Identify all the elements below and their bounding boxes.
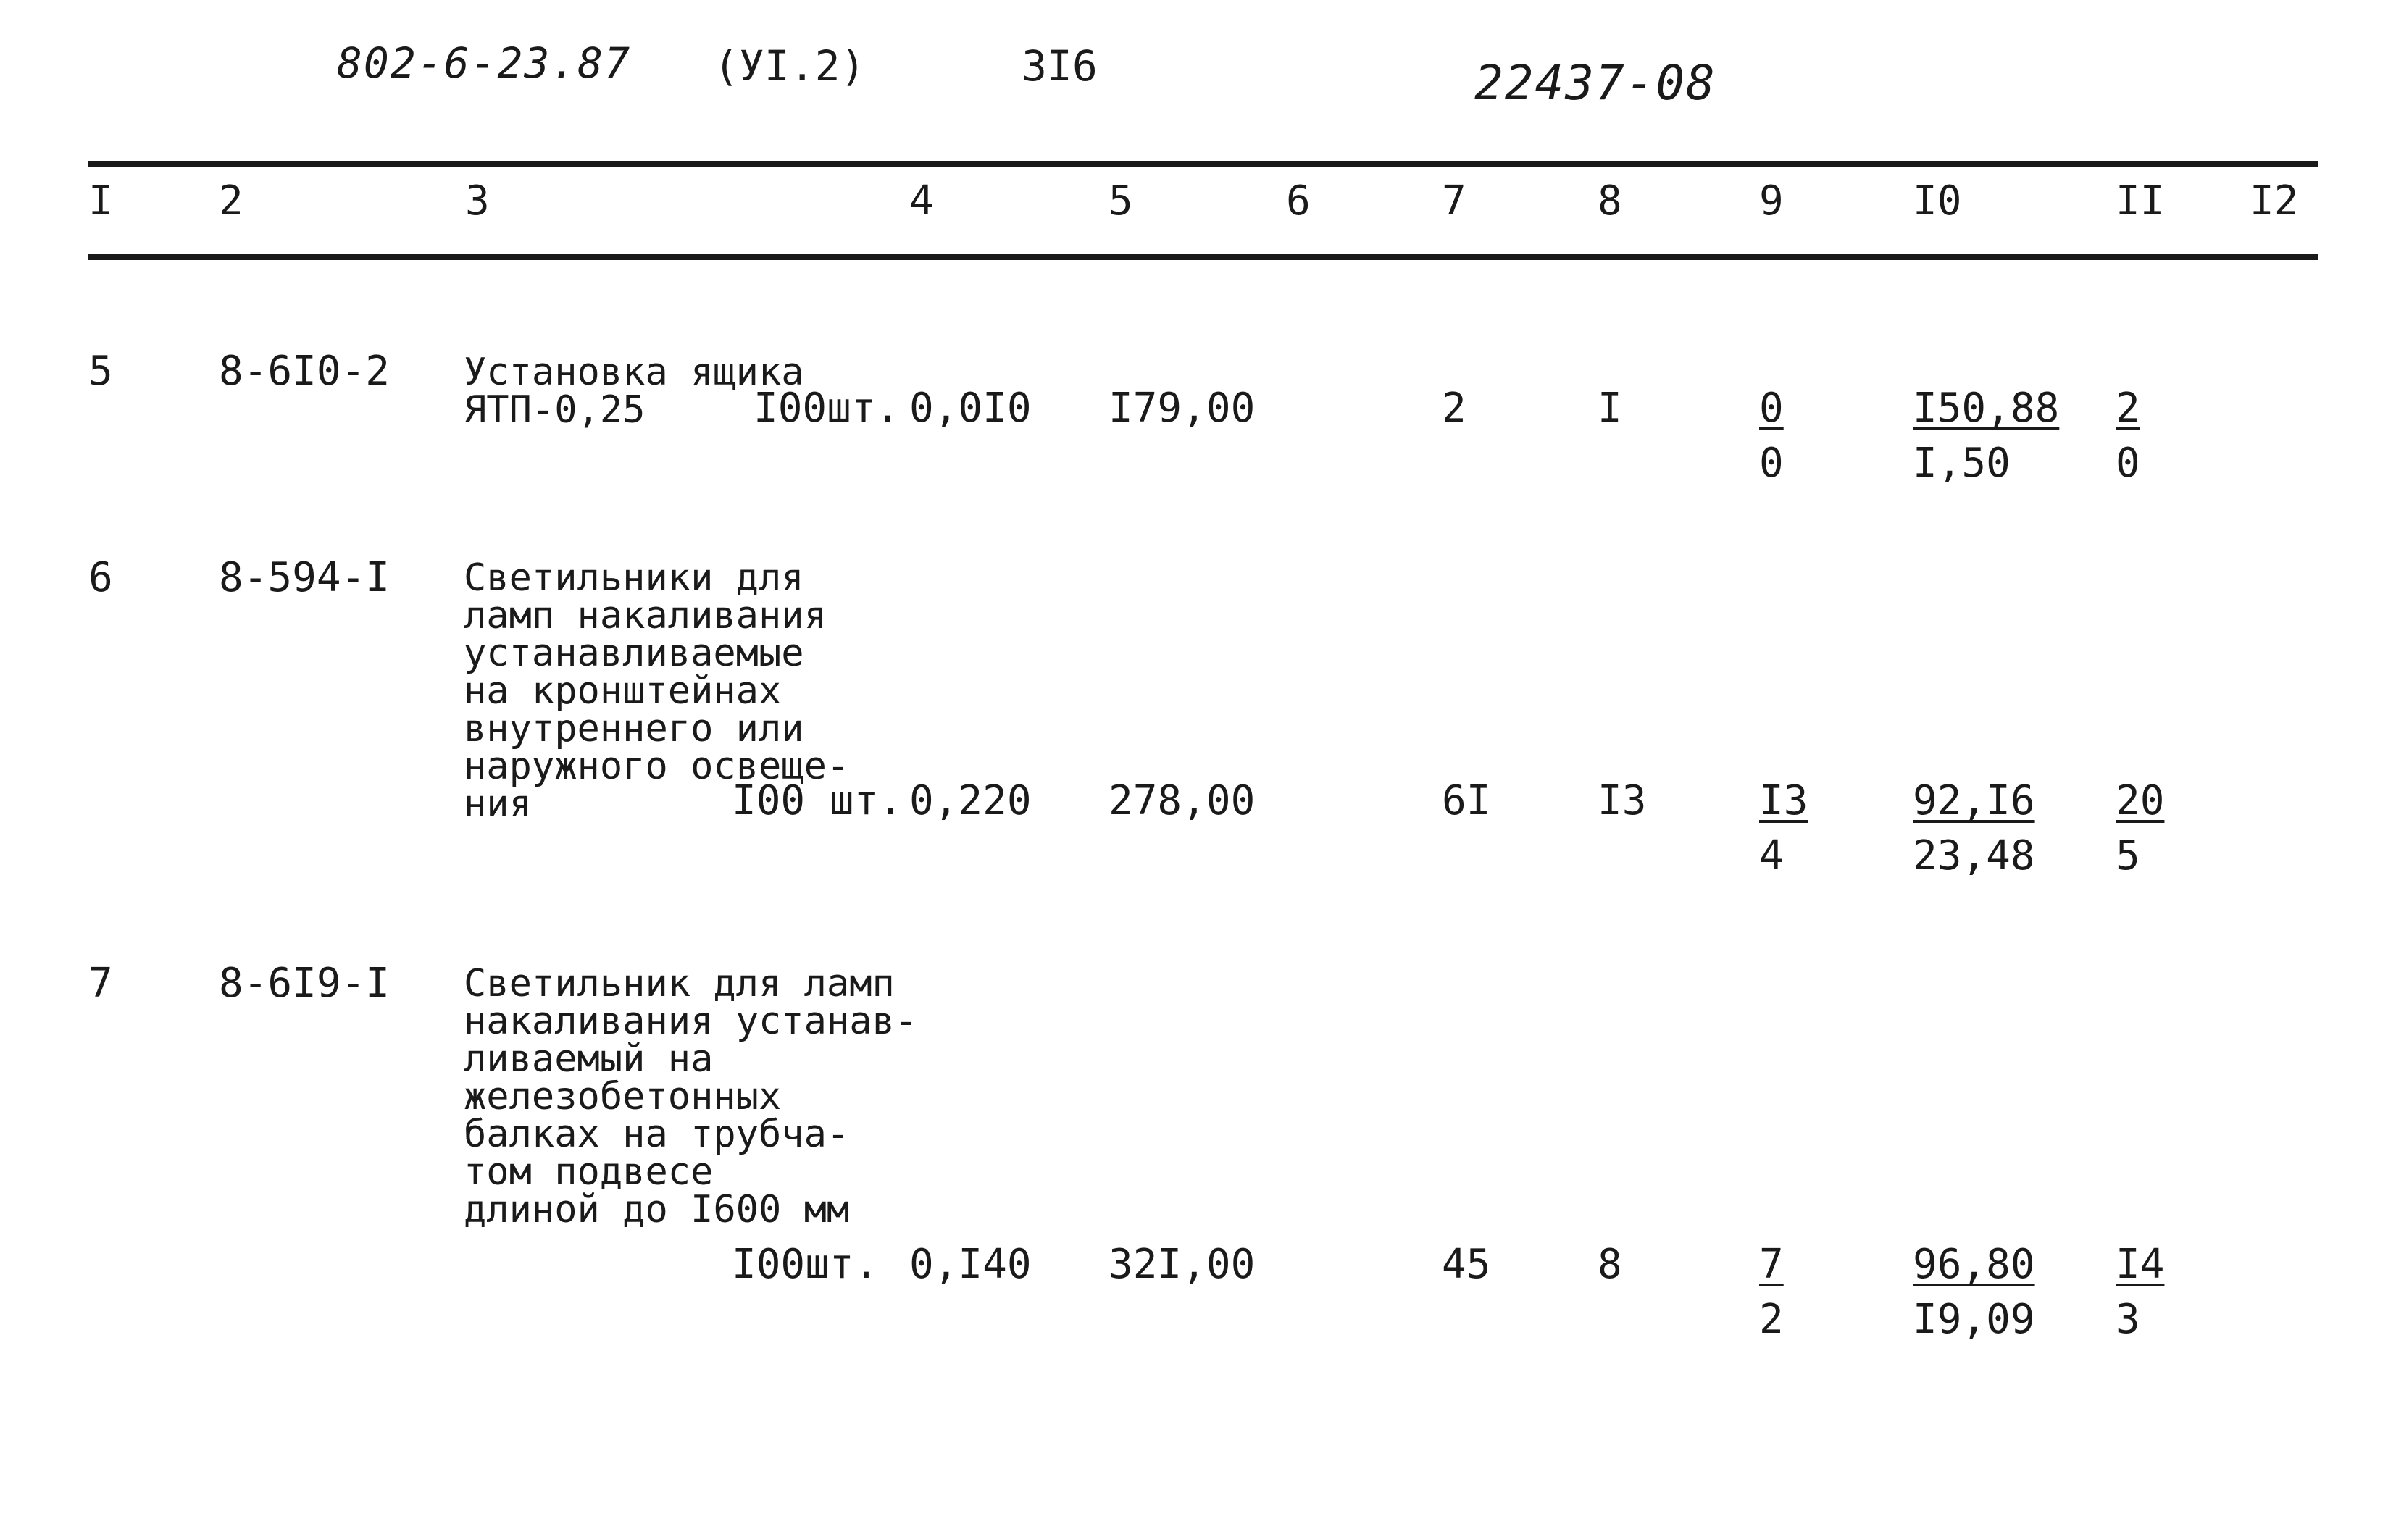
col10-bottom: I,50 <box>1913 440 2011 487</box>
col-header-11: II <box>2116 177 2165 225</box>
table-top-rule <box>88 161 2318 167</box>
quantity: 0,220 <box>909 777 1032 824</box>
col9-top: 7 <box>1759 1241 1784 1288</box>
col9-top: 0 <box>1759 385 1784 432</box>
row-number: 6 <box>88 554 113 601</box>
col11-bottom: 3 <box>2116 1296 2140 1343</box>
col7-value: 45 <box>1442 1241 1491 1288</box>
col9-bottom: 4 <box>1759 832 1784 879</box>
col8-value: I3 <box>1598 777 1647 824</box>
col8-value: I <box>1598 385 1622 432</box>
col9-bottom: 0 <box>1759 440 1784 487</box>
unit-price: 278,00 <box>1109 777 1256 824</box>
col9-top: I3 <box>1759 777 1808 824</box>
norm-code: 8-6I0-2 <box>219 348 391 395</box>
col11-bottom: 5 <box>2116 832 2140 879</box>
sheet-id: 22437-08 <box>1474 55 1716 111</box>
col-header-2: 2 <box>219 177 243 225</box>
col-header-4: 4 <box>909 177 934 225</box>
col-header-5: 5 <box>1109 177 1133 225</box>
quantity: 0,I40 <box>909 1241 1032 1288</box>
col10-top: 96,80 <box>1913 1241 2035 1288</box>
col8-value: 8 <box>1598 1241 1622 1288</box>
page-number: 3I6 <box>1022 41 1098 91</box>
row-number: 5 <box>88 348 113 395</box>
col11-bottom: 0 <box>2116 440 2140 487</box>
table-header-rule <box>88 254 2318 260</box>
col-header-1: I <box>88 177 113 225</box>
section-code: (УI.2) <box>714 41 866 91</box>
norm-code: 8-6I9-I <box>219 960 391 1007</box>
unit: I00шт. <box>754 385 901 432</box>
col11-top: 2 <box>2116 385 2140 432</box>
unit-price: 32I,00 <box>1109 1241 1256 1288</box>
work-description: Установка ящика ЯТП-0,25 <box>464 351 804 432</box>
work-description: Светильник для ламп накаливания устанав- ливаемый на железобетонных балках на трубча- том подвесе длиной до I600 мм <box>464 962 918 1231</box>
col-header-8: 8 <box>1598 177 1622 225</box>
col-header-12: I2 <box>2250 177 2299 225</box>
norm-code: 8-594-I <box>219 554 391 601</box>
col10-bottom: I9,09 <box>1913 1296 2035 1343</box>
col-header-7: 7 <box>1442 177 1466 225</box>
document-code: 802-6-23.87 <box>337 38 632 88</box>
col11-top: 20 <box>2116 777 2165 824</box>
work-description: Светильники для ламп накаливания устанавливаемые на кронштейнах внутреннего или наружного освеще- ния <box>464 556 850 826</box>
col10-top: I50,88 <box>1913 385 2060 432</box>
unit: I00шт. <box>732 1241 879 1288</box>
col10-bottom: 23,48 <box>1913 832 2035 879</box>
unit: I00 шт. <box>732 777 903 824</box>
col9-bottom: 2 <box>1759 1296 1784 1343</box>
col7-value: 2 <box>1442 385 1466 432</box>
unit-price: I79,00 <box>1109 385 1256 432</box>
col-header-10: I0 <box>1913 177 1962 225</box>
col10-top: 92,I6 <box>1913 777 2035 824</box>
col7-value: 6I <box>1442 777 1491 824</box>
row-number: 7 <box>88 960 113 1007</box>
col-header-3: 3 <box>465 177 490 225</box>
quantity: 0,0I0 <box>909 385 1032 432</box>
col-header-9: 9 <box>1759 177 1784 225</box>
col11-top: I4 <box>2116 1241 2165 1288</box>
col-header-6: 6 <box>1286 177 1311 225</box>
